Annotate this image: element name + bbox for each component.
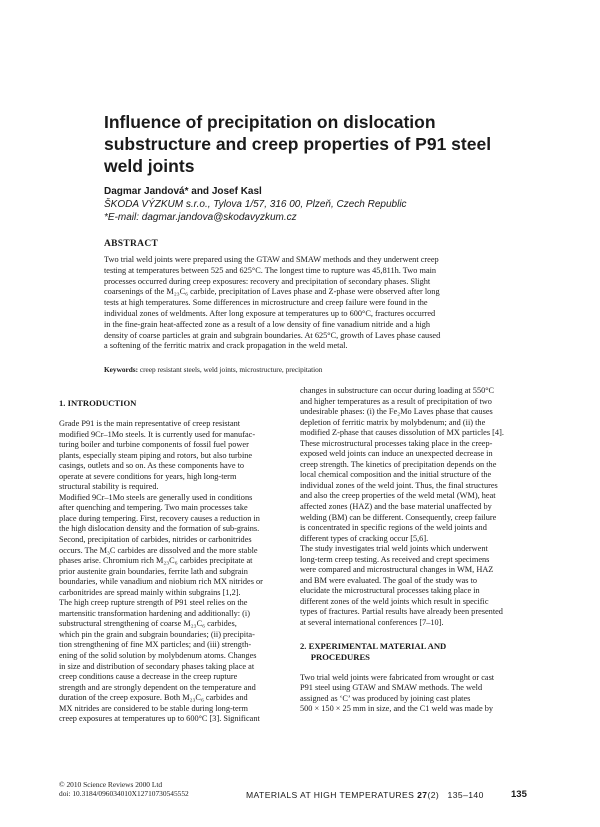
text-line: The high creep rupture strength of P91 steel relies on the — [59, 598, 248, 608]
author-email: *E-mail: dagmar.jandova@skodavyzkum.cz — [104, 212, 297, 223]
text-line: in size and distribution of secondary phases taking place at — [59, 661, 255, 671]
journal-name: MATERIALS AT HIGH TEMPERATURES — [246, 790, 415, 800]
text-line: different types of cracking occur [5,6]. — [300, 533, 429, 543]
abstract-line: testing at temperatures between 525 and 625°C. The longest time to rupture was 45,811h. Two main — [104, 265, 437, 275]
text-line: operate at severe conditions for years, high long-term — [59, 471, 237, 481]
author-names: Dagmar Jandová* and Josef Kasl — [104, 186, 262, 197]
author-block — [104, 185, 524, 224]
text-line: Second, precipitation of carbides, nitrides or carbonitrides — [59, 535, 252, 545]
text-line: phases arise. Chromium rich M₂₃C₆ carbides precipitate at — [59, 556, 253, 566]
section-heading-experimental — [300, 641, 535, 663]
text-line: the high dislocation density and the formation of sub-grains. — [59, 524, 260, 534]
text-line: assigned as ‘C’ was produced by joining cast plates — [300, 693, 471, 703]
keywords-label: Keywords: — [104, 365, 139, 374]
text-line: MX nitrides are considered to be stable during long-term — [59, 703, 248, 713]
paragraph — [300, 673, 535, 715]
abstract-heading: ABSTRACT — [104, 239, 159, 249]
abstract-line: Two trial weld joints were prepared using the GTAW and SMAW methods and they underwent creep — [104, 255, 439, 264]
keywords-text: creep resistant steels, weld joints, microstructure, precipitation — [139, 365, 323, 374]
text-line: Grade P91 is the main representative of creep resistant — [59, 419, 241, 428]
text-line: creep conditions cause a decrease in the creep rupture — [59, 672, 238, 682]
abstract-line: in the fine-grain heat-affected zone as a result of a low density of fine vanadium nitride and a high — [104, 319, 431, 329]
paragraph — [59, 419, 294, 493]
keywords — [104, 365, 496, 375]
text-line: P91 steel using GTAW and SMAW methods. The weld — [300, 683, 483, 693]
paragraph — [300, 386, 535, 439]
text-line: prior austenite grain boundaries, ferrite lath and subgrain — [59, 566, 248, 576]
title-line: weld joints — [104, 156, 195, 176]
text-line: elucidate the microstructural processes taking place in — [300, 586, 480, 596]
paragraph — [300, 439, 535, 544]
text-line: strength and are strongly dependent on the temperature and — [59, 682, 256, 692]
heading-line: 2. EXPERIMENTAL MATERIAL AND — [300, 640, 447, 651]
left-column — [59, 386, 294, 725]
text-line: is concentrated in specific regions of the weld joints and — [300, 523, 487, 533]
text-line: and BM were evaluated. The goal of the study was to — [300, 575, 478, 585]
text-line: and also the creep properties of the weld metal (WM), heat — [300, 491, 496, 501]
journal-citation — [246, 790, 484, 800]
text-line: local chemical composition and the initial structure of the — [300, 470, 492, 480]
doi: doi: 10.3184/096034010X12710730545552 — [59, 789, 189, 798]
text-line: and higher temperatures as a result of precipitation of two — [300, 396, 492, 406]
section-heading-introduction: 1. INTRODUCTION — [59, 398, 137, 408]
text-line: creep strength. The kinetics of precipitation depends on the — [300, 459, 497, 469]
text-line: creep exposures at temperatures up to 600°C [3]. Significant — [59, 714, 260, 724]
text-line: welding (BM) can be different. Consequently, creep failure — [300, 512, 497, 522]
right-column — [300, 386, 535, 715]
author-affiliation: ŠKODA VÝZKUM s.r.o., Tylova 1/57, 316 00, Plzeň, Czech Republic — [104, 199, 407, 210]
text-line: occurs. The M₃C carbides are dissolved and the more stable — [59, 545, 258, 555]
abstract-line: individual zones of weldments. After long exposure at temperatures up to 600°C, fractures occurred — [104, 308, 436, 318]
abstract-line: tests at high temperatures. Some differences in microstructure and creep failure were found in the — [104, 298, 428, 308]
abstract-line: density of coarse particles at grain and subgrain boundaries. At 625°C, growth of Laves phase caused — [104, 330, 441, 340]
abstract-line: processes occurred during creep exposures: recovery and precipitation of secondary phases. Slight — [104, 276, 431, 286]
text-line: individual zones of the weld joint. Thus, the final structures — [300, 480, 498, 490]
journal-volume: 27 — [417, 790, 428, 800]
text-line: were compared and microstructural changes in WM, HAZ — [300, 565, 494, 575]
text-line: modified Z-phase that causes dissolution of MX particles [4]. — [300, 428, 504, 438]
text-line: changes in substructure can occur during loading at 550°C — [300, 386, 495, 395]
text-line: affected zones (HAZ) and the base material unaffected by — [300, 502, 492, 512]
text-line: The study investigates trial weld joints which underwent — [300, 544, 488, 554]
text-line: modified 9Cr–1Mo steels. It is currently used for manufac- — [59, 429, 256, 439]
abstract-line: coarsenings of the M₂₃C₆ carbide, precipitation of Laves phase and Z-phase were observed after long — [104, 287, 440, 297]
text-line: substructural strengthening of coarse M₂₃C₆ carbides, — [59, 619, 237, 629]
text-line: place during tempering. First, recovery causes a reduction in — [59, 513, 260, 523]
paragraph — [59, 493, 294, 598]
text-line: undesirable phases: (i) the Fe₂Mo Laves phase that causes — [300, 407, 493, 417]
journal-issue-pages: (2) 135–140 — [427, 790, 484, 800]
text-line: These microstructural processes taking place in the creep- — [300, 438, 493, 448]
text-line: exposed weld joints can induce an unexpected decrease in — [300, 449, 493, 459]
text-line: Modified 9Cr–1Mo steels are generally used in conditions — [59, 492, 253, 502]
text-line: Two trial weld joints were fabricated from wrought or cast — [300, 672, 495, 682]
text-line: duration of the creep exposure. Both M₂₃C₆ carbides and — [59, 693, 248, 703]
text-line: tion strengthening of fine MX particles; and (iii) strength- — [59, 640, 252, 650]
title-line: Influence of precipitation on dislocation — [104, 112, 436, 132]
text-line: turing boiler and turbine components of fossil fuel power — [59, 440, 249, 450]
text-line: boundaries, while vanadium and niobium rich MX nitrides or — [59, 577, 263, 587]
text-line: structural stability is required. — [59, 482, 159, 492]
text-line: 500 × 150 × 25 mm in size, and the C1 weld was made by — [300, 704, 494, 714]
text-line: plants, especially steam piping and rotors, but also turbine — [59, 450, 253, 460]
text-line: carbonitrides are spread mainly within subgrains [1,2]. — [59, 587, 241, 597]
title-line: substructure and creep properties of P91 steel — [104, 134, 492, 154]
paragraph — [59, 598, 294, 725]
text-line: types of fractures. Partial results have already been presented — [300, 607, 503, 617]
text-line: ening of the solid solution by molybdenum atoms. Changes — [59, 651, 257, 661]
text-line: martensitic transformation hardening and additionally: (i) — [59, 608, 251, 618]
text-line: different zones of the weld joints which result in specific — [300, 596, 489, 606]
paper-title — [104, 111, 524, 177]
copyright: © 2010 Science Reviews 2000 Ltd — [59, 780, 163, 789]
text-line: which pin the grain and subgrain boundaries; (ii) precipita- — [59, 629, 255, 639]
abstract-line: a softening of the ferritic matrix and crack propagation in the weld metal. — [104, 341, 348, 351]
abstract-text — [104, 255, 496, 352]
heading-line: PROCEDURES — [300, 651, 370, 662]
paragraph — [300, 544, 535, 628]
text-line: at several international conferences [7–10]. — [300, 618, 444, 628]
text-line: depletion of ferritic matrix by molybdenum; and (ii) the — [300, 417, 486, 427]
footnote — [59, 780, 259, 798]
text-line: after quenching and tempering. Two main processes take — [59, 503, 248, 513]
page-number: 135 — [511, 789, 527, 800]
text-line: long-term creep testing. As received and crept specimens — [300, 554, 490, 564]
text-line: casings, outlets and so on. As these components have to — [59, 461, 245, 471]
